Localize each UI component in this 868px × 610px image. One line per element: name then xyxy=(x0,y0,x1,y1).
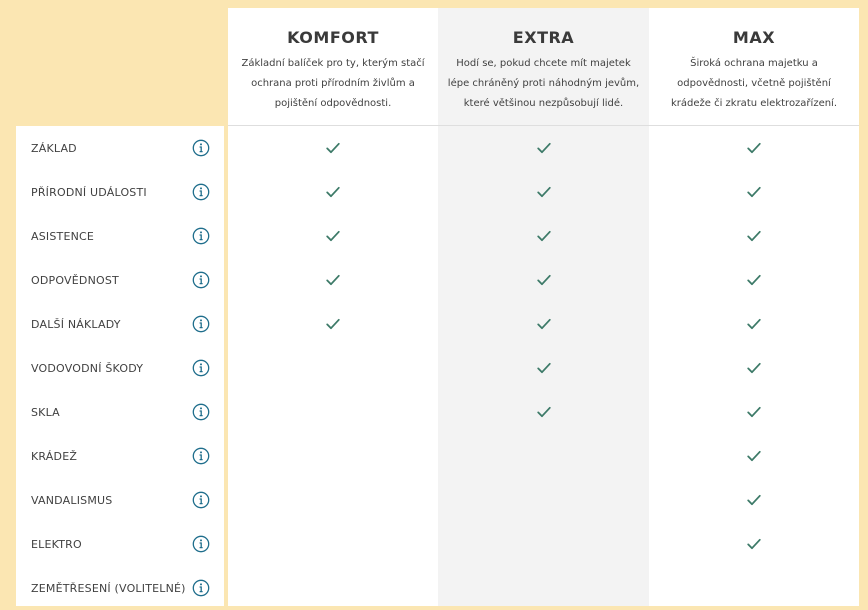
plan-komfort-header xyxy=(228,8,438,125)
info-icon[interactable] xyxy=(192,183,210,201)
feature-label: VODOVODNÍ ŠKODY xyxy=(31,361,144,375)
info-icon[interactable] xyxy=(192,447,210,465)
feature-row xyxy=(16,566,224,610)
coverage-cell xyxy=(438,478,649,522)
info-icon[interactable] xyxy=(192,535,210,553)
check-icon xyxy=(746,448,762,464)
plan-description: Široká ochrana majetku a odpovědnosti, včetně pojištění krádeže či zkratu elektrozařízení. xyxy=(670,58,838,109)
info-icon[interactable] xyxy=(192,491,210,509)
feature-row xyxy=(16,478,224,522)
check-icon xyxy=(746,492,762,508)
plan-extra-header xyxy=(438,8,649,125)
coverage-cell xyxy=(438,258,649,302)
coverage-cell xyxy=(228,522,438,566)
check-icon xyxy=(536,140,552,156)
info-icon[interactable] xyxy=(192,403,210,421)
check-icon xyxy=(536,272,552,288)
plan-max-column xyxy=(649,126,859,606)
check-icon xyxy=(325,316,341,332)
coverage-cell xyxy=(649,346,859,390)
check-icon xyxy=(746,404,762,420)
feature-label: ELEKTRO xyxy=(31,537,82,551)
coverage-cell xyxy=(649,566,859,610)
coverage-cell xyxy=(228,214,438,258)
feature-row xyxy=(16,434,224,478)
check-icon xyxy=(746,184,762,200)
coverage-cell xyxy=(228,434,438,478)
plan-komfort-column xyxy=(228,126,438,606)
coverage-cell xyxy=(649,126,859,170)
plan-name: EXTRA xyxy=(512,28,575,47)
plans-header xyxy=(228,8,859,125)
coverage-cell xyxy=(228,258,438,302)
check-icon xyxy=(746,272,762,288)
feature-label: VANDALISMUS xyxy=(31,493,113,507)
coverage-cell xyxy=(649,214,859,258)
feature-label: DALŠÍ NÁKLADY xyxy=(31,317,121,331)
coverage-cell xyxy=(228,390,438,434)
coverage-grid xyxy=(228,126,859,606)
feature-label: PŘÍRODNÍ UDÁLOSTI xyxy=(31,185,147,199)
plan-extra-column xyxy=(438,126,649,606)
check-icon xyxy=(536,228,552,244)
coverage-cell xyxy=(649,478,859,522)
coverage-cell xyxy=(228,170,438,214)
coverage-cell xyxy=(649,170,859,214)
check-icon xyxy=(746,536,762,552)
feature-row xyxy=(16,126,224,170)
coverage-cell xyxy=(228,478,438,522)
plan-description: Základní balíček pro ty, kterým stačí ochrana proti přírodním živlům a pojištění odpovědnosti. xyxy=(241,58,425,109)
feature-row xyxy=(16,170,224,214)
feature-row xyxy=(16,258,224,302)
info-icon[interactable] xyxy=(192,315,210,333)
feature-row xyxy=(16,346,224,390)
feature-label: ZEMĚTŘESENÍ (VOLITELNÉ) xyxy=(31,581,186,595)
coverage-cell xyxy=(438,170,649,214)
coverage-cell xyxy=(228,302,438,346)
check-icon xyxy=(746,360,762,376)
plan-max-header xyxy=(649,8,859,125)
info-icon[interactable] xyxy=(192,139,210,157)
coverage-cell xyxy=(228,346,438,390)
plan-name: KOMFORT xyxy=(287,28,379,47)
feature-list xyxy=(16,126,224,606)
coverage-cell xyxy=(438,126,649,170)
coverage-cell xyxy=(438,566,649,610)
coverage-cell xyxy=(649,258,859,302)
check-icon xyxy=(746,140,762,156)
coverage-cell xyxy=(438,390,649,434)
coverage-cell xyxy=(228,566,438,610)
check-icon xyxy=(746,316,762,332)
feature-row xyxy=(16,214,224,258)
check-icon xyxy=(325,228,341,244)
check-icon xyxy=(325,272,341,288)
coverage-cell xyxy=(438,346,649,390)
coverage-cell xyxy=(649,390,859,434)
coverage-cell xyxy=(228,126,438,170)
feature-row xyxy=(16,302,224,346)
feature-label: KRÁDEŽ xyxy=(31,449,78,463)
feature-label: ZÁKLAD xyxy=(31,141,77,155)
check-icon xyxy=(536,184,552,200)
feature-label: ASISTENCE xyxy=(31,229,95,243)
feature-row xyxy=(16,390,224,434)
info-icon[interactable] xyxy=(192,227,210,245)
feature-row xyxy=(16,522,224,566)
coverage-cell xyxy=(438,302,649,346)
info-icon[interactable] xyxy=(192,271,210,289)
check-icon xyxy=(536,316,552,332)
coverage-cell xyxy=(649,522,859,566)
check-icon xyxy=(536,360,552,376)
coverage-cell xyxy=(649,302,859,346)
info-icon[interactable] xyxy=(192,359,210,377)
check-icon xyxy=(746,228,762,244)
coverage-cell xyxy=(649,434,859,478)
coverage-cell xyxy=(438,214,649,258)
info-icon[interactable] xyxy=(192,579,210,597)
feature-label: SKLA xyxy=(31,405,60,419)
plan-description: Hodí se, pokud chcete mít majetek lépe chráněný proti náhodným jevům, které většinou nezpůsobují lidé. xyxy=(447,58,640,109)
check-icon xyxy=(325,184,341,200)
coverage-cell xyxy=(438,434,649,478)
coverage-cell xyxy=(438,522,649,566)
check-icon xyxy=(325,140,341,156)
feature-label: ODPOVĚDNOST xyxy=(31,273,119,287)
check-icon xyxy=(536,404,552,420)
plan-name: MAX xyxy=(732,28,776,47)
